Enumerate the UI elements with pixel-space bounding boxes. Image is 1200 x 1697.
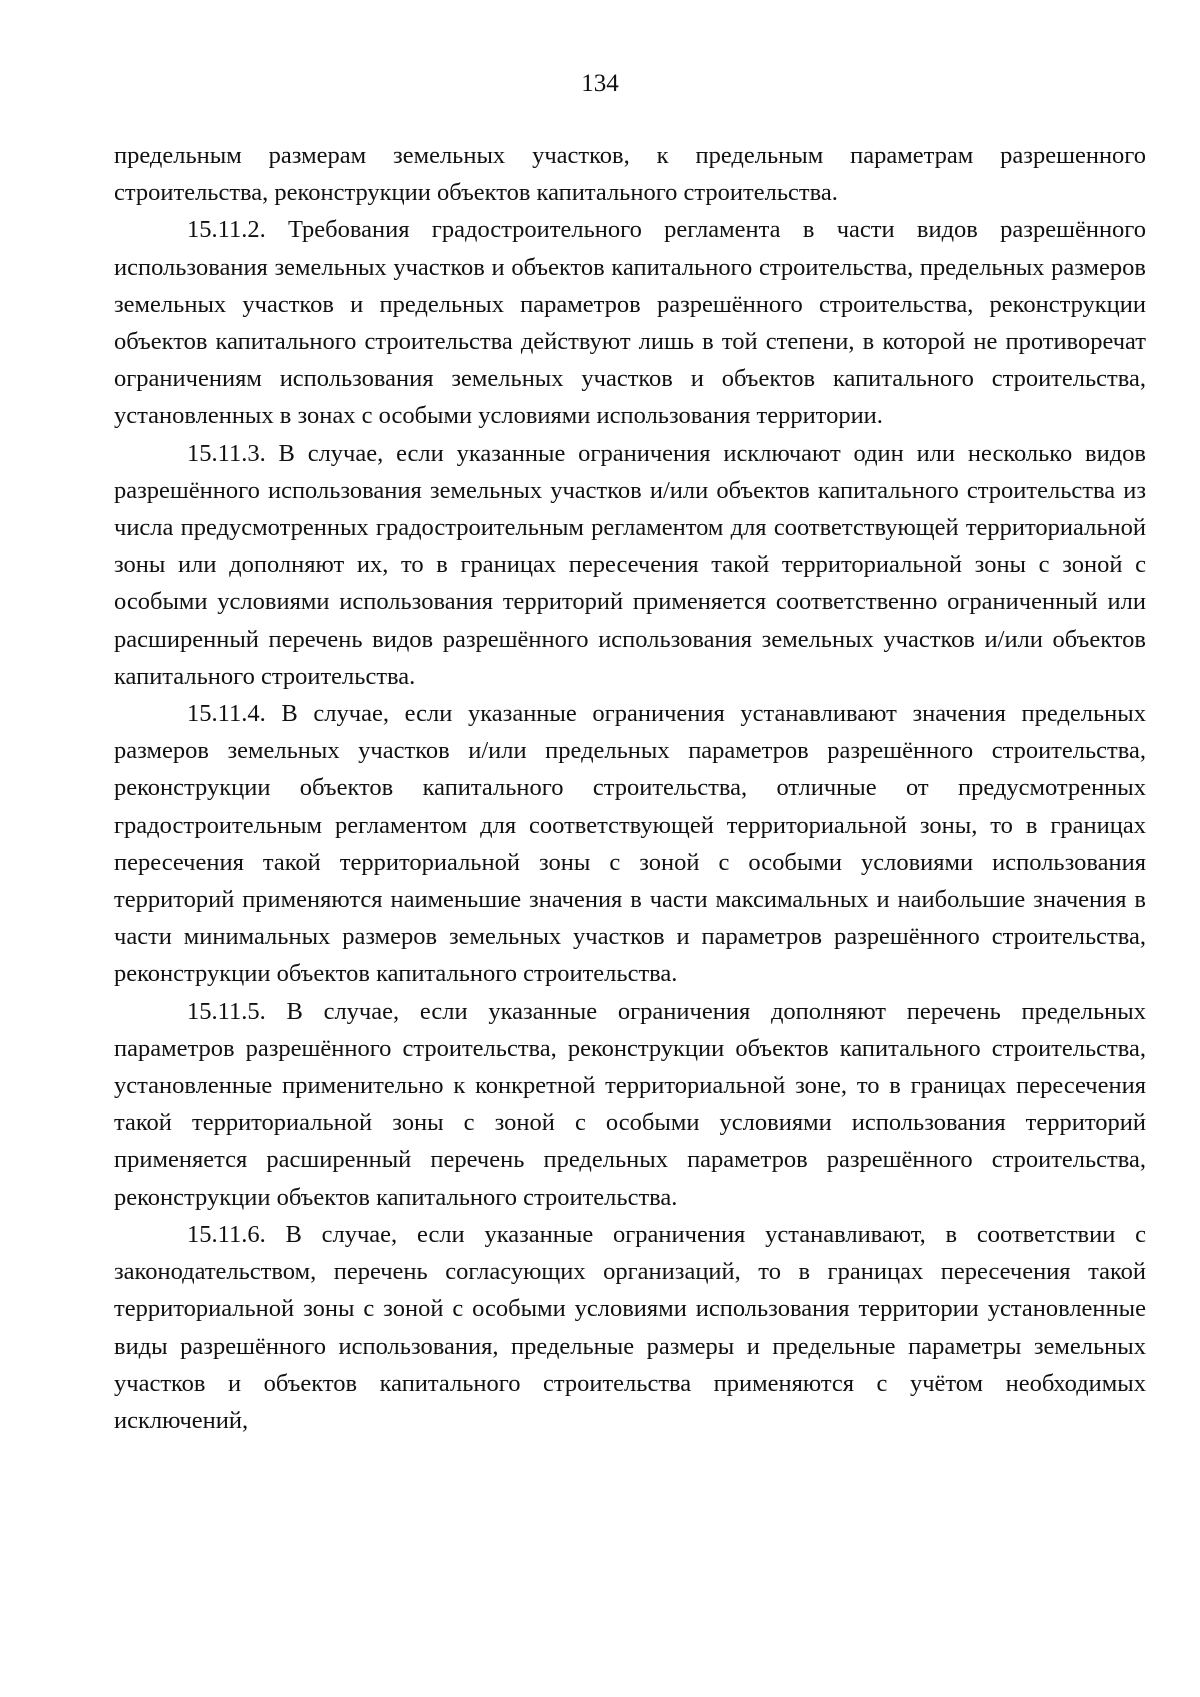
document-body [114,137,1146,1439]
page-number: 134 [581,70,619,97]
paragraph-15-11-5: 15.11.5. В случае, если указанные ограничения дополняют перечень предельных параметров разрешённого строительства, реконструкции объектов капитального строительства, установленные применительно к конкретной территориальной зоне, то в границах пересечения такой территориальной зоны с зоной с особыми условиями использования территорий применяется расширенный перечень предельных параметров разрешённого строительства, реконструкции объектов капитального строительства. [114,997,1146,1211]
paragraph-15-11-6: 15.11.6. В случае, если указанные ограничения устанавливают, в соответствии с законодательством, перечень согласующих организаций, то в границах пересечения такой территориальной зоны с зоной с особыми условиями использования территории установленные виды разрешённого использования, предельные размеры и предельные параметры земельных участков и объектов капитального строительства применяются с учётом необходимых исключений, [114,1220,1146,1434]
paragraph-15-11-2: 15.11.2. Требования градостроительного регламента в части видов разрешённого использования земельных участков и объектов капитального строительства, предельных размеров земельных участков и предельных параметров разрешённого строительства, реконструкции объектов капитального строительства действуют лишь в той степени, в которой не противоречат ограничениям использования земельных участков и объектов капитального строительства, установленных в зонах с особыми условиями использования территории. [114,216,1146,430]
paragraph-continuation: предельным размерам земельных участков, к предельным параметрам разрешенного строительства, реконструкции объектов капитального строительства. [114,142,1146,207]
paragraph-15-11-3: 15.11.3. В случае, если указанные ограничения исключают один или несколько видов разрешённого использования земельных участков и/или объектов капитального строительства из числа предусмотренных градостроительным регламентом для соответствующей территориальной зоны или дополняют их, то в границах пересечения такой территориальной зоны с зоной с особыми условиями использования территорий применяется соответственно ограниченный или расширенный перечень видов разрешённого использования земельных участков и/или объектов капитального строительства. [114,439,1146,690]
paragraph-15-11-4: 15.11.4. В случае, если указанные ограничения устанавливают значения предельных размеров земельных участков и/или предельных параметров разрешённого строительства, реконструкции объектов капитального строительства, отличные от предусмотренных градостроительным регламентом для соответствующей территориальной зоны, то в границах пересечения такой территориальной зоны с зоной с особыми условиями использования территорий применяются наименьшие значения в части максимальных и наибольшие значения в части минимальных размеров земельных участков и параметров разрешённого строительства, реконструкции объектов капитального строительства. [114,700,1146,988]
